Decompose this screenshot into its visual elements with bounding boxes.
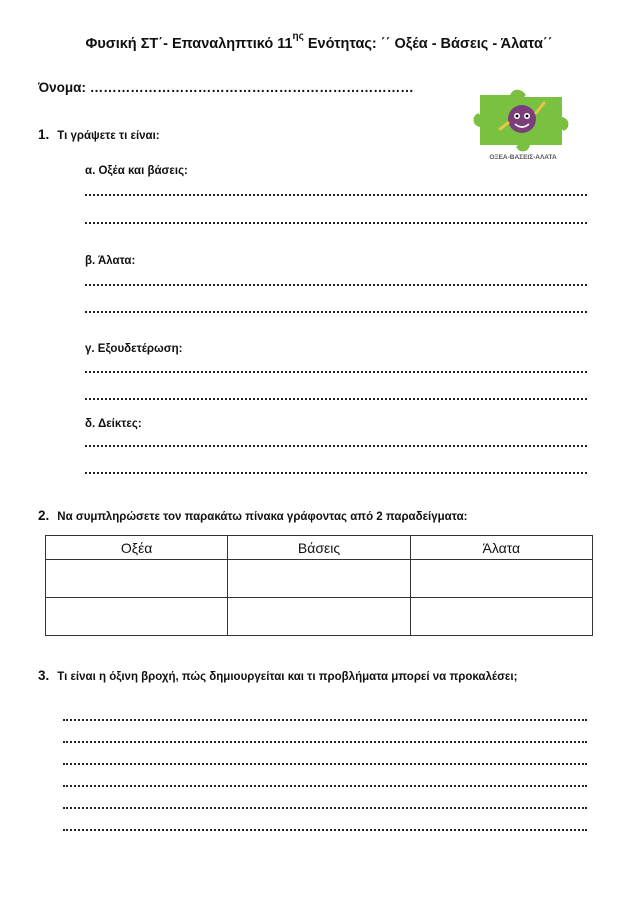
answer-line[interactable] bbox=[63, 785, 587, 787]
q1-item-a-label: α. Οξέα και βάσεις: bbox=[85, 165, 188, 177]
table-cell[interactable] bbox=[228, 560, 410, 598]
page-title: Φυσική ΣΤ΄- Επαναληπτικό $11^{\eta\varsigma}$ Ενότητας: ΄΄ Οξέα - Βάσεις - Άλατα΄΄ bbox=[85, 31, 553, 52]
table-cell[interactable] bbox=[46, 598, 228, 636]
answer-line[interactable] bbox=[85, 445, 587, 447]
table-cell[interactable] bbox=[46, 560, 228, 598]
q1-item-c-label: γ. Εξουδετέρωση: bbox=[85, 343, 183, 355]
name-field-label: Όνομα: ……………………………………………………………… bbox=[38, 80, 414, 95]
table-header-bases: Βάσεις bbox=[228, 536, 410, 560]
answer-line[interactable] bbox=[85, 222, 587, 224]
table-row bbox=[46, 598, 593, 636]
question-3: 3. Τι είναι η όξινη βροχή, πώς δημιουργείται και τι προβλήματα μπορεί να προκαλέσει; bbox=[38, 668, 518, 683]
answer-line[interactable] bbox=[85, 371, 587, 373]
answer-line[interactable] bbox=[85, 311, 587, 313]
examples-table bbox=[45, 535, 593, 636]
table-cell[interactable] bbox=[410, 598, 592, 636]
answer-line[interactable] bbox=[85, 284, 587, 286]
question-2: 2. Να συμπληρώσετε τον παρακάτω πίνακα γράφοντας από 2 παραδείγματα: bbox=[38, 508, 468, 523]
q1-item-d-label: δ. Δείκτες: bbox=[85, 418, 142, 430]
q1-item-b-label: β. Άλατα: bbox=[85, 255, 136, 267]
table-cell[interactable] bbox=[228, 598, 410, 636]
answer-line[interactable] bbox=[85, 194, 587, 196]
answer-line[interactable] bbox=[63, 741, 587, 743]
answer-line[interactable] bbox=[63, 829, 587, 831]
answer-line[interactable] bbox=[63, 719, 587, 721]
answer-line[interactable] bbox=[85, 398, 587, 400]
logo-caption: ΟΞΕΑ-ΒΑΣΕΙΣ-ΑΛΑΤΑ bbox=[489, 154, 557, 161]
topic-logo bbox=[470, 83, 576, 163]
answer-line[interactable] bbox=[85, 472, 587, 474]
table-row bbox=[46, 560, 593, 598]
answer-line[interactable] bbox=[63, 763, 587, 765]
answer-line[interactable] bbox=[63, 807, 587, 809]
table-header-salts: Άλατα bbox=[410, 536, 592, 560]
table-cell[interactable] bbox=[410, 560, 592, 598]
table-header-acids: Οξέα bbox=[46, 536, 228, 560]
question-1: 1. Τι γράψετε τι είναι: bbox=[38, 127, 160, 142]
ball-shape bbox=[508, 105, 536, 133]
